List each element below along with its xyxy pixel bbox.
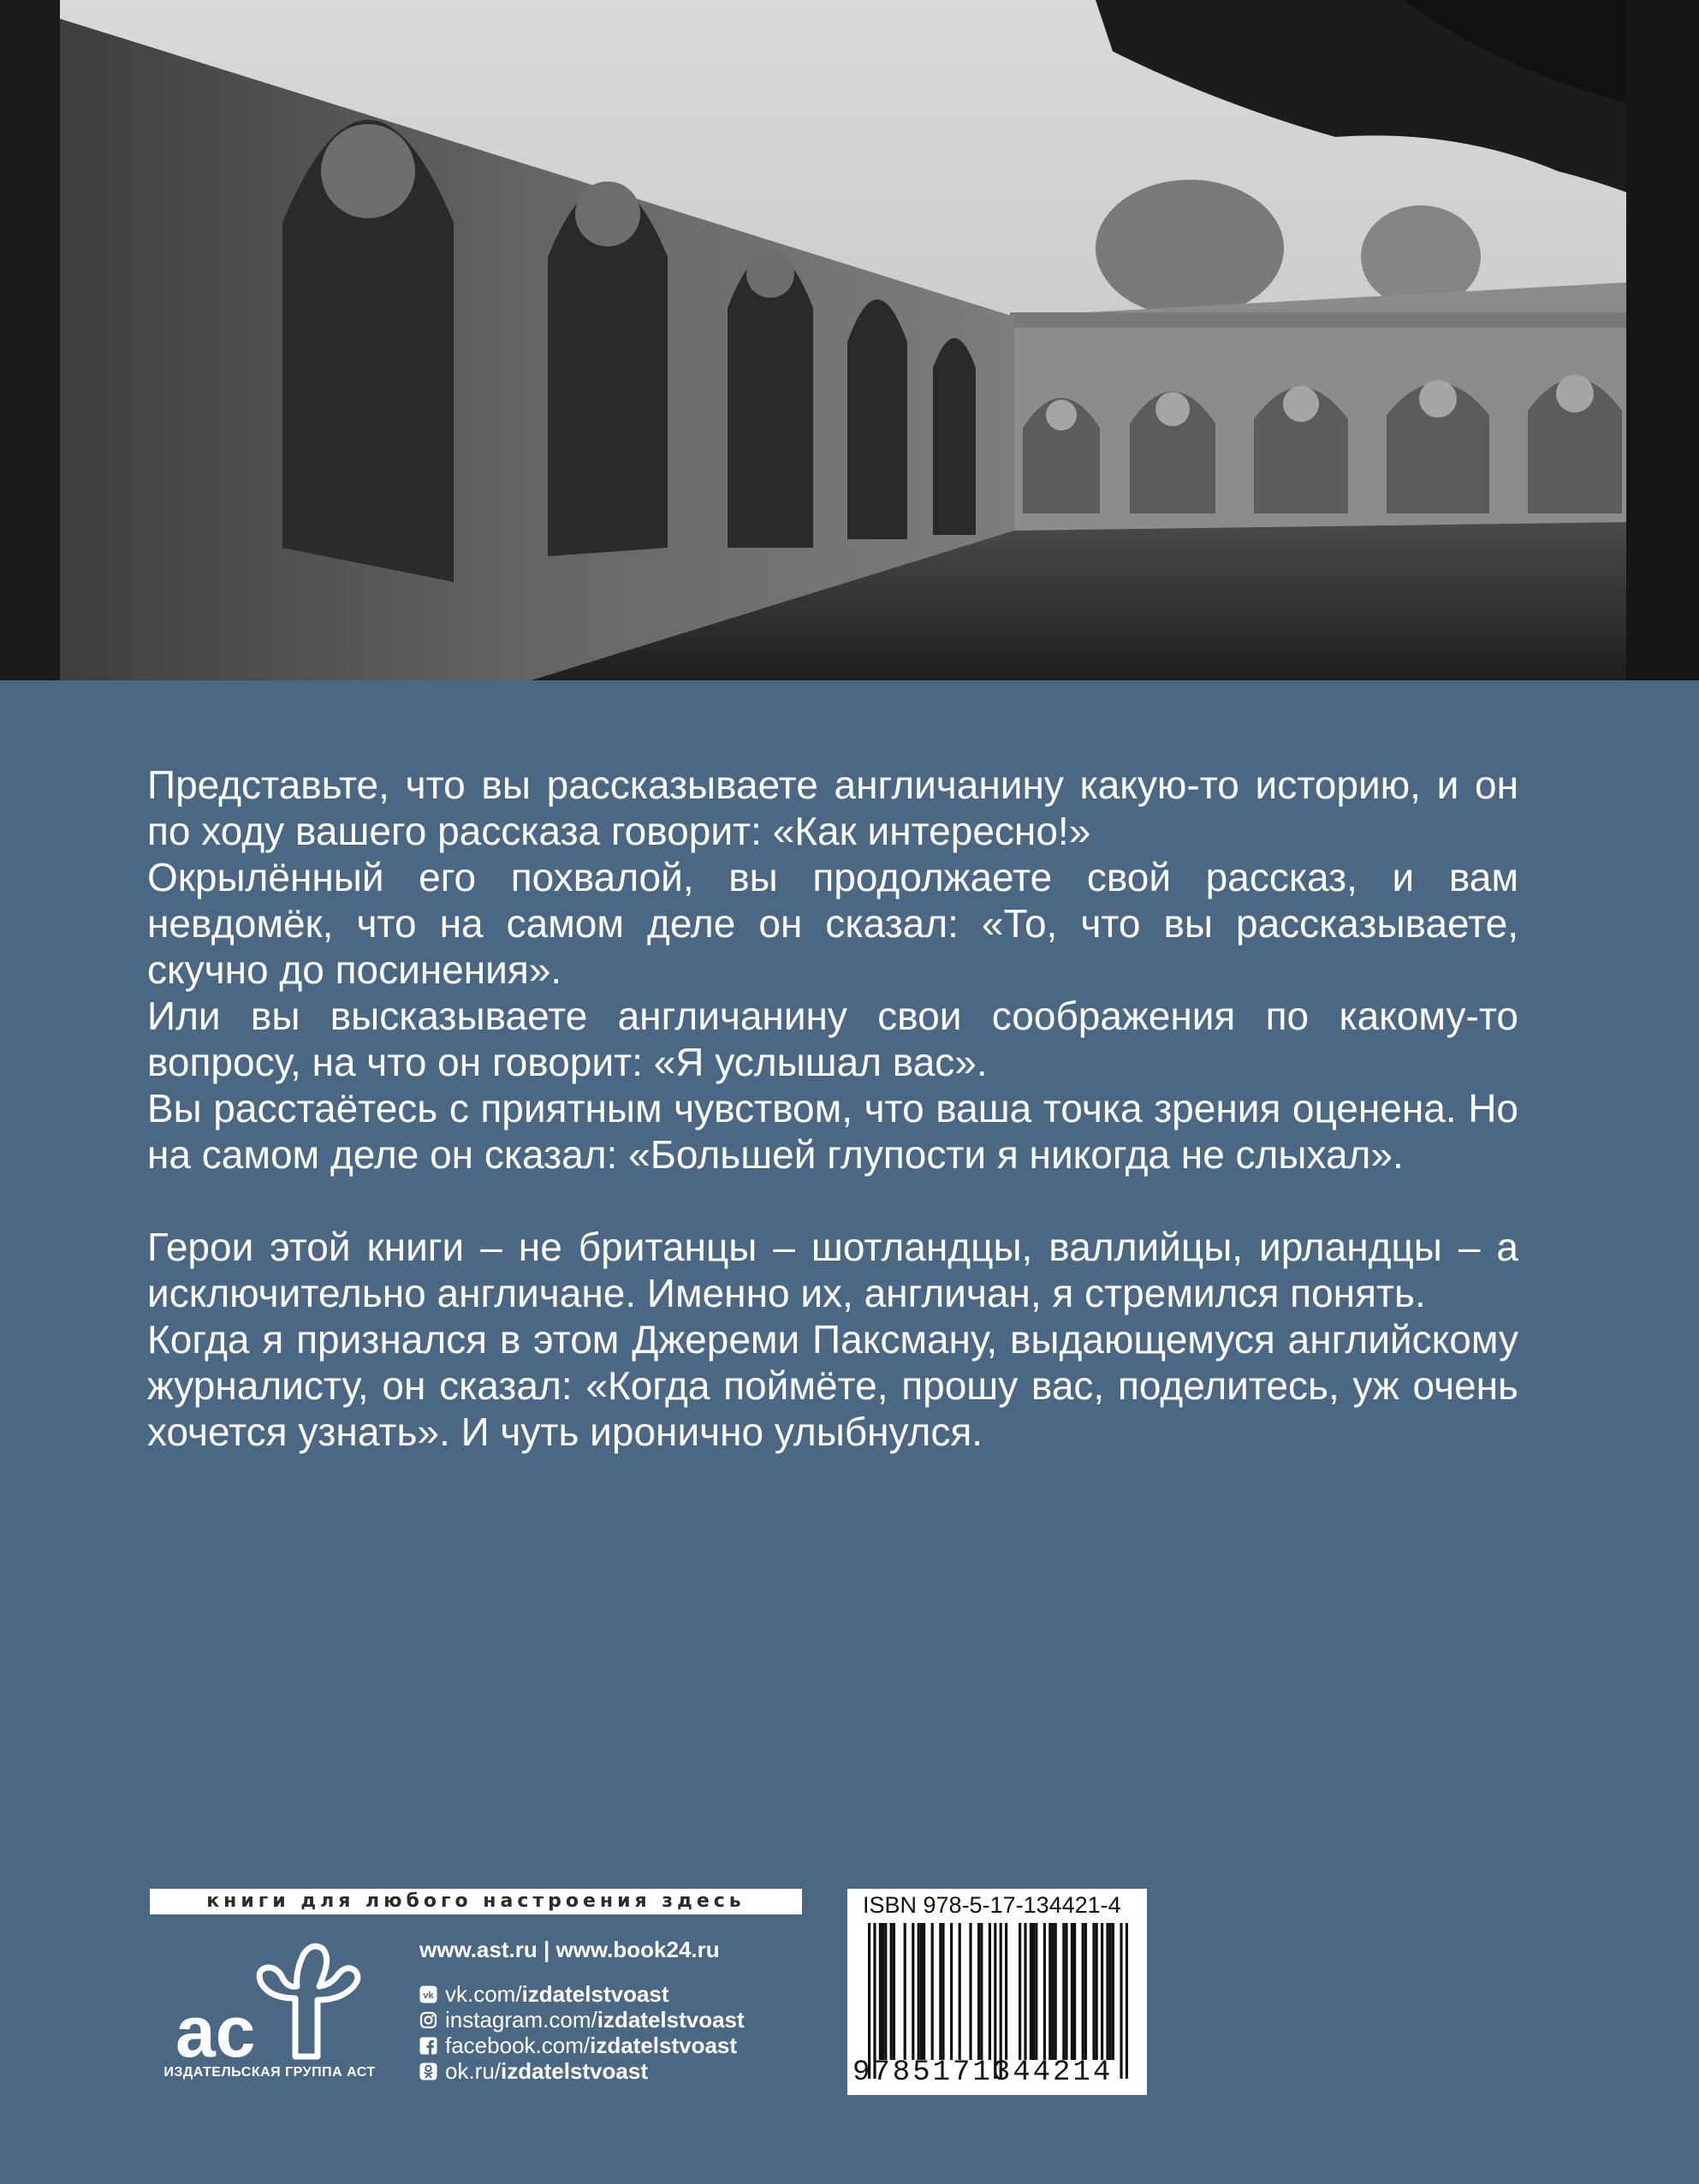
isbn-label: ISBN 978-5-17-134421-4: [863, 1892, 1121, 1918]
instagram-handle: izdatelstvoast: [597, 2007, 745, 2033]
barcode-bar: [989, 1923, 991, 2060]
social-link-vk[interactable]: [419, 1981, 745, 2007]
barcode-bar: [884, 1923, 887, 2060]
isbn-barcode-box: [847, 1889, 1147, 2095]
barcode-bar: [1096, 1923, 1098, 2060]
blurb-paragraph-6: Когда я признался в этом Джереми Паксману, выдающемуся английскому журналисту, он сказал: «Когда поймёте, прошу вас, поделитесь, уж очень хочется узнать». И чуть иронично улыбнулся.: [147, 1317, 1518, 1454]
barcode-bar: [893, 1923, 895, 2060]
paragraph-gap: [147, 1178, 1518, 1224]
barcode-bar: [977, 1923, 980, 2060]
facebook-domain: facebook.com/: [445, 2033, 591, 2058]
barcode-bar: [1082, 1923, 1084, 2060]
barcode-bar: [1024, 1923, 1026, 2060]
barcode-bar: [1030, 1923, 1032, 2060]
barcode-bar: [1051, 1923, 1054, 2060]
odnoklassniki-icon: [419, 2062, 437, 2080]
barcode-bar: [1019, 1923, 1021, 2060]
instagram-icon: [419, 2011, 437, 2029]
blurb-paragraph-5: Герои этой книги – не британцы – шотландцы, валлийцы, ирландцы – а исключительно англичане. Именно их, англичан, я стремился понять.: [147, 1225, 1518, 1315]
barcode-bar: [1101, 1923, 1103, 2060]
vk-domain: vk.com/: [445, 1981, 522, 2007]
barcode-bar: [912, 1923, 914, 2060]
social-link-odnoklassniki[interactable]: [419, 2058, 745, 2084]
barcode-bar: [923, 1923, 925, 2060]
barcode-bar: [1043, 1923, 1046, 2060]
barcode-bar: [950, 1923, 953, 2060]
barcode-bar: [882, 1923, 884, 2060]
logo-caption: ИЗДАТЕЛЬСКАЯ ГРУППА АСТ: [163, 2065, 376, 2080]
barcode-bar: [1062, 1923, 1065, 2060]
ok-handle: izdatelstvoast: [501, 2058, 648, 2084]
barcode-bar: [1032, 1923, 1035, 2060]
blurb-paragraph-4: Вы расстаётесь с приятным чувством, что ваша точка зрения оценена. Но на самом деле он сказал: «Большей глупости я никогда не слыхал».: [147, 1086, 1518, 1177]
barcode-bar: [969, 1923, 971, 2060]
barcode-bar: [1106, 1923, 1108, 2060]
facebook-handle: izdatelstvoast: [590, 2033, 738, 2058]
facebook-icon: [419, 2037, 437, 2055]
barcode-bar: [980, 1923, 983, 2060]
barcode-bar: [1000, 1923, 1002, 2079]
blurb-paragraph-2: Окрылённый его похвалой, вы продолжаете свой рассказ, и вам невдомёк, что на самом деле он сказал: «То, что вы рассказываете, скучно до посинения».: [147, 855, 1518, 992]
svg-text:vk: vk: [423, 1990, 434, 2001]
ok-domain: ok.ru/: [445, 2058, 502, 2084]
blurb-paragraph-1: Представьте, что вы рассказываете англичанину какую-то историю, и он по ходу вашего рассказа говорит: «Как интересно!»: [147, 763, 1518, 853]
barcode-bar: [1126, 1923, 1128, 2079]
vk-icon: [419, 1985, 437, 2003]
vk-handle: izdatelstvoast: [521, 1981, 669, 2007]
barcode-bar: [1071, 1923, 1073, 2060]
barcode-bar: [959, 1923, 961, 2060]
barcode-bar: [890, 1923, 893, 2060]
barcode-bar: [1073, 1923, 1076, 2060]
barcode-bar: [879, 1923, 882, 2060]
social-links: [419, 1981, 745, 2084]
barcode-bar: [1109, 1923, 1112, 2060]
barcode-bar: [1065, 1923, 1067, 2060]
barcode-bar: [1049, 1923, 1051, 2060]
barcode-bar: [1120, 1923, 1122, 2079]
barcode-bar: [939, 1923, 942, 2060]
barcode-bar: [1092, 1923, 1095, 2060]
barcode-bar: [868, 1923, 870, 2079]
barcode-bar: [873, 1923, 876, 2079]
blurb-paragraph-3: Или вы высказываете англичанину свои соображения по какому-то вопросу, на что он говорит: «Я услышал вас».: [147, 994, 1518, 1084]
social-link-facebook[interactable]: [419, 2033, 745, 2058]
publisher-slogan: книги для любого настроения здесь: [150, 1889, 802, 1914]
barcode-bar: [994, 1923, 996, 2079]
ean-digits: 9785171344214: [852, 2056, 1114, 2089]
barcode-bar: [1084, 1923, 1087, 2060]
barcode-bar: [918, 1923, 920, 2060]
back-cover-blurb: [147, 762, 1518, 1455]
barcode-bar: [904, 1923, 906, 2060]
barcode-bar: [1035, 1923, 1037, 2060]
barcode-bar: [1054, 1923, 1057, 2060]
publisher-websites[interactable]: www.ast.ru | www.book24.ru: [419, 1937, 720, 1962]
barcode-bar: [931, 1923, 934, 2060]
barcode-bar: [942, 1923, 944, 2060]
barcode-bar: [1005, 1923, 1007, 2060]
instagram-domain: instagram.com/: [445, 2007, 597, 2033]
social-link-instagram[interactable]: [419, 2007, 745, 2033]
cover-photo-cloister: [0, 0, 1699, 680]
svg-text:ас: ас: [175, 1991, 256, 2067]
barcode-bar: [920, 1923, 923, 2060]
barcode-bar: [1112, 1923, 1114, 2060]
